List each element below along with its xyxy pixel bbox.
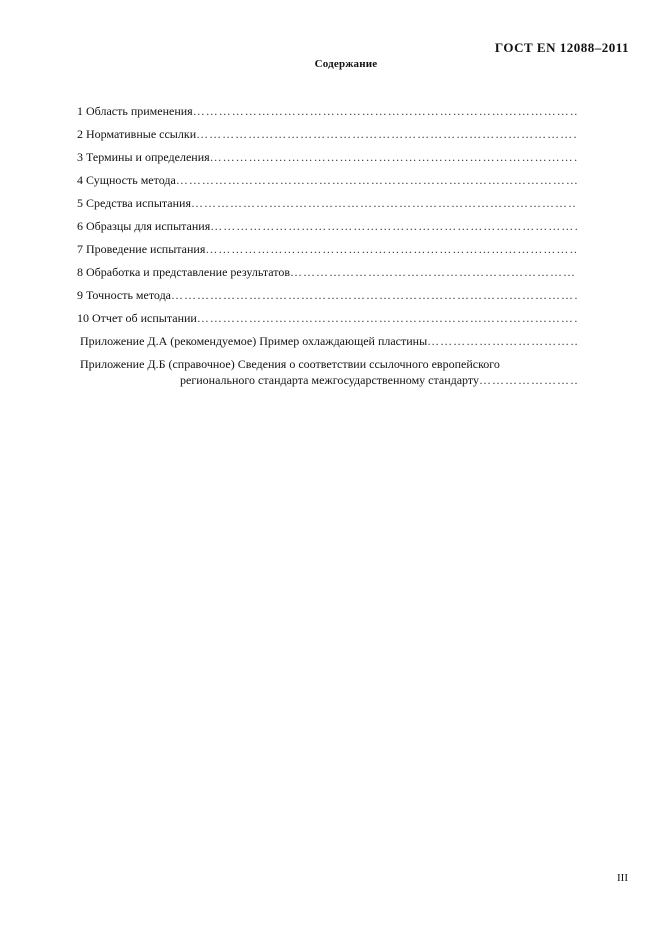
toc-item[interactable] — [77, 173, 577, 196]
toc-appendix-label-line2: регионального стандарта межгосударственному стандарту — [180, 373, 479, 387]
toc-title: Содержание — [314, 58, 378, 70]
toc-item-label: 6 Образцы для испытания — [77, 219, 211, 233]
dot-leader — [196, 127, 577, 141]
toc-item-label: 7 Проведение испытания — [77, 242, 206, 256]
dot-leader — [191, 196, 577, 210]
toc-item[interactable] — [77, 219, 577, 242]
toc-item[interactable] — [77, 311, 577, 334]
dot-leader — [290, 265, 577, 279]
toc-item-label: 2 Нормативные ссылки — [77, 127, 197, 141]
toc-item-label: 9 Точность метода — [77, 288, 172, 302]
dot-leader — [210, 219, 577, 233]
toc-item-label: 5 Средства испытания — [77, 196, 191, 210]
page-number: III — [617, 872, 628, 884]
dot-leader — [205, 242, 577, 256]
toc-item-label: 4 Сущность метода — [77, 173, 176, 187]
toc-item-label: 8 Обработка и представление результатов — [77, 265, 291, 279]
toc-appendix-item[interactable] — [77, 334, 577, 357]
toc-item-label: 3 Термины и определения — [77, 150, 210, 164]
toc-appendix-item[interactable] — [77, 357, 577, 393]
toc-appendix-label: Приложение Д.А (рекомендуемое) Пример охлаждающей пластины — [80, 334, 428, 348]
dot-leader — [197, 311, 577, 325]
dot-leader — [171, 288, 577, 302]
standard-code-header: ГОСТ EN 12088–2011 — [494, 40, 629, 55]
toc-item[interactable] — [77, 104, 577, 127]
dot-leader — [193, 104, 577, 118]
toc-item[interactable] — [77, 265, 577, 288]
toc-item-label: 10 Отчет об испытании — [77, 311, 197, 325]
dot-leader — [210, 150, 577, 164]
toc-item[interactable] — [77, 150, 577, 173]
dot-leader — [176, 173, 577, 187]
dot-leader — [427, 334, 577, 348]
toc-item[interactable] — [77, 288, 577, 311]
toc-item[interactable] — [77, 127, 577, 150]
table-of-contents — [77, 104, 577, 393]
toc-item[interactable] — [77, 196, 577, 219]
toc-item-label: 1 Область применения — [77, 104, 193, 118]
toc-appendix-line2 — [80, 373, 577, 387]
dot-leader — [479, 373, 577, 387]
toc-item[interactable] — [77, 242, 577, 265]
toc-appendix-label-line1: Приложение Д.Б (справочное) Сведения о соответствии ссылочного европейского — [80, 357, 500, 371]
